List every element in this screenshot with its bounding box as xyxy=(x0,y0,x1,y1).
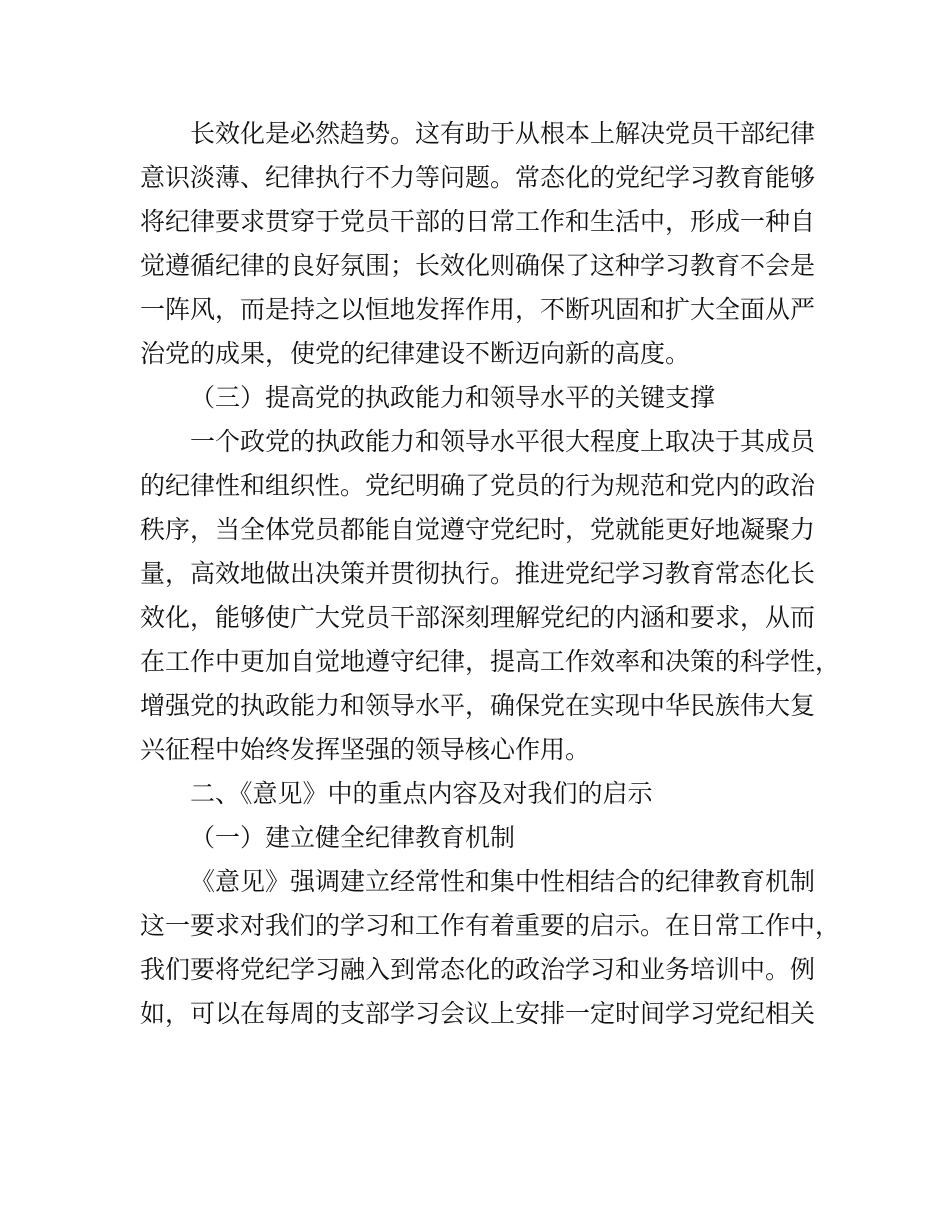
text-line: 的纪律性和组织性。党纪明确了党员的行为规范和党内的政治 xyxy=(140,471,816,500)
text-line: 效化，能够使广大党员干部深刻理解党纪的内涵和要求，从而 xyxy=(140,603,816,632)
text-line: 秩序，当全体党员都能自觉遵守党纪时，党就能更好地凝聚力 xyxy=(140,515,816,544)
text-line: 我们要将党纪学习融入到常态化的政治学习和业务培训中。例 xyxy=(140,955,816,984)
section-heading-1 xyxy=(140,816,840,860)
text-line: 一阵风，而是持之以恒地发挥作用，不断巩固和扩大全面从严 xyxy=(140,295,816,324)
paragraph-education-mechanism xyxy=(140,860,840,1036)
paragraph-governance-capacity xyxy=(140,420,840,772)
document-body xyxy=(140,112,840,1036)
text-line: 《意见》强调建立经常性和集中性相结合的纪律教育机制 xyxy=(190,867,816,896)
text-line: 意识淡薄、纪律执行不力等问题。常态化的党纪学习教育能够 xyxy=(140,163,816,192)
chapter-heading-2 xyxy=(140,772,840,816)
text-line: 增强党的执政能力和领导水平，确保党在实现中华民族伟大复 xyxy=(140,691,816,720)
text-line: 治党的成果，使党的纪律建设不断迈向新的高度。 xyxy=(140,339,691,368)
text-line: 长效化是必然趋势。这有助于从根本上解决党员干部纪律 xyxy=(190,119,816,148)
section-heading-3 xyxy=(140,376,840,420)
text-line: 在工作中更加自觉地遵守纪律，提高工作效率和决策的科学性， xyxy=(140,647,841,676)
text-line: 觉遵循纪律的良好氛围；长效化则确保了这种学习教育不会是 xyxy=(140,251,816,280)
text-line: 将纪律要求贯穿于党员干部的日常工作和生活中，形成一种自 xyxy=(140,207,816,236)
heading-line: 二、《意见》中的重点内容及对我们的启示 xyxy=(190,779,653,808)
text-line: 一个政党的执政能力和领导水平很大程度上取决于其成员 xyxy=(190,427,816,456)
paragraph-long-term-trend xyxy=(140,112,840,376)
heading-line: （三）提高党的执政能力和领导水平的关键支撑 xyxy=(190,383,716,412)
text-line: 如，可以在每周的支部学习会议上安排一定时间学习党纪相关 xyxy=(140,999,816,1028)
heading-line: （一）建立健全纪律教育机制 xyxy=(190,823,516,852)
text-line: 这一要求对我们的学习和工作有着重要的启示。在日常工作中， xyxy=(140,911,841,940)
text-line: 兴征程中始终发挥坚强的领导核心作用。 xyxy=(140,735,591,764)
text-line: 量，高效地做出决策并贯彻执行。推进党纪学习教育常态化长 xyxy=(140,559,816,588)
